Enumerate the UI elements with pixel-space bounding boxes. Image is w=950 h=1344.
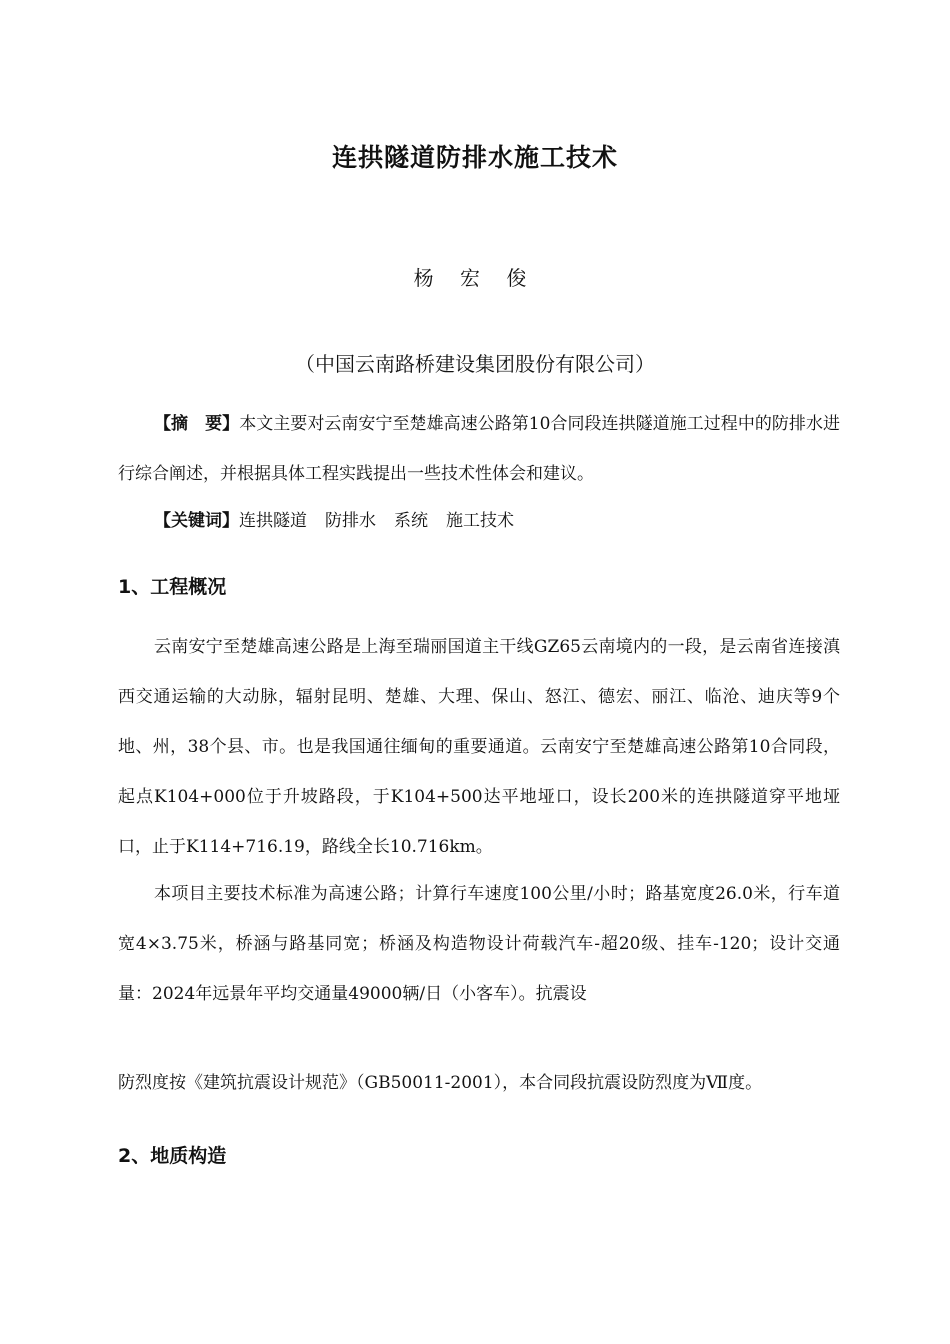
keywords-paragraph bbox=[118, 496, 840, 546]
abstract-label: 【摘 要】 bbox=[154, 414, 240, 434]
section-heading-overview: 1、工程概况 bbox=[118, 576, 227, 598]
overview-paragraph-1: 云南安宁至楚雄高速公路是上海至瑞丽国道主干线GZ65云南境内的一段，是云南省连接滇西交通运输的大动脉，辐射昆明、楚雄、大理、保山、怒江、德宏、丽江、临沧、迪庆等9个地、州，38个县、市。也是我国通往缅甸的重要通道。云南安宁至楚雄高速公路第10合同段，起点K104+000位于升坡路段，于K104+500达平地垭口，设长200米的连拱隧道穿平地垭口，止于K114+716.19，路线全长10.716km。 bbox=[118, 637, 840, 857]
keyword-item: 防排水 bbox=[325, 511, 376, 531]
keyword-item: 系统 bbox=[394, 511, 428, 531]
document-title: 连拱隧道防排水施工技术 bbox=[331, 143, 618, 172]
keyword-item: 施工技术 bbox=[446, 511, 514, 531]
author-affiliation: （中国云南路桥建设集团股份有限公司） bbox=[295, 352, 655, 376]
section-heading-geology: 2、地质构造 bbox=[118, 1145, 227, 1167]
author-name: 杨 宏 俊 bbox=[413, 266, 537, 290]
keyword-item: 连拱隧道 bbox=[239, 511, 307, 531]
overview-paragraph-3: 防烈度按《建筑抗震设计规范》（GB50011-2001），本合同段抗震设防烈度为Ⅶ度。 bbox=[118, 1073, 763, 1093]
keywords-label: 【关键词】 bbox=[154, 511, 239, 531]
abstract-text: 本文主要对云南安宁至楚雄高速公路第10合同段连拱隧道施工过程中的防排水进行综合阐述，并根据具体工程实践提出一些技术性体会和建议。 bbox=[118, 414, 841, 484]
abstract-paragraph bbox=[118, 399, 840, 499]
overview-paragraph-2: 本项目主要技术标准为高速公路；计算行车速度100公里/小时；路基宽度26.0米，行车道宽4×3.75米，桥涵与路基同宽；桥涵及构造物设计荷载汽车-超20级、挂车-120；设计交通量：2024年远景年平均交通量49000辆/日（小客车）。抗震设 bbox=[118, 884, 840, 1004]
